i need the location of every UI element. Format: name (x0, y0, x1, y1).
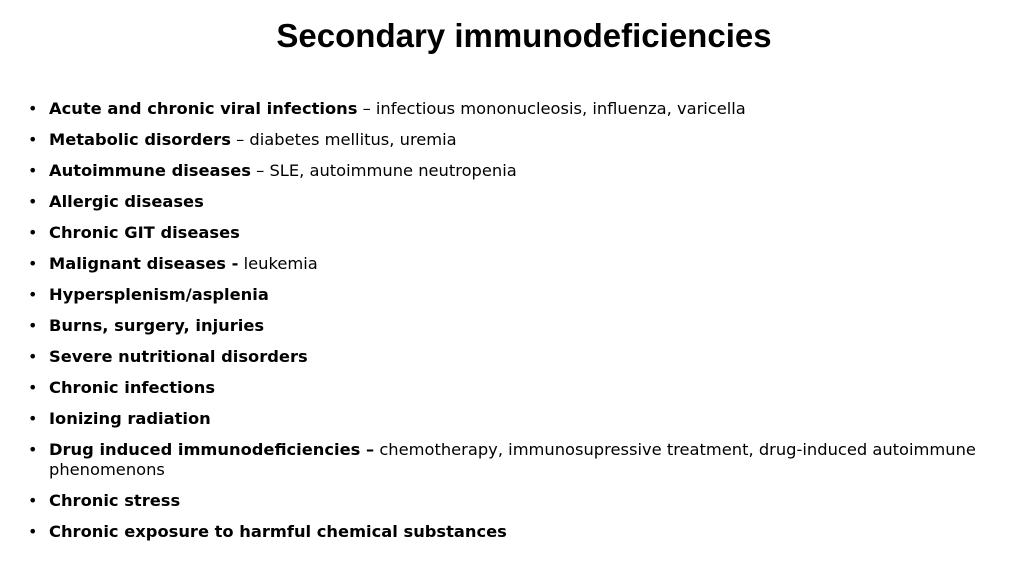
bullet-icon: • (28, 378, 38, 397)
item-term: Autoimmune diseases (49, 161, 251, 180)
bullet-icon: • (28, 285, 38, 304)
item-term: Chronic stress (49, 491, 181, 510)
bullet-icon: • (28, 99, 38, 118)
bullet-icon: • (28, 440, 38, 459)
item-term: Chronic exposure to harmful chemical substances (49, 522, 507, 541)
item-detail: chemotherapy, immunosupressive treatment, drug-induced autoimmune phenomenons (49, 440, 976, 479)
item-term: Chronic GIT diseases (49, 223, 240, 242)
item-term: Drug induced immunodeficiencies – (49, 440, 375, 459)
bullet-icon: • (28, 316, 38, 335)
item-term: Metabolic disorders (49, 130, 231, 149)
item-detail: – infectious mononucleosis, influenza, varicella (357, 99, 746, 118)
bullet-icon: • (28, 347, 38, 366)
bullet-list (0, 99, 1024, 553)
list-item (0, 223, 1024, 243)
item-detail: leukemia (238, 254, 318, 273)
list-item (0, 491, 1024, 511)
item-detail: – diabetes mellitus, uremia (230, 130, 457, 149)
item-term: Ionizing radiation (49, 409, 211, 428)
item-term: Malignant diseases - (49, 254, 239, 273)
list-item (0, 192, 1024, 212)
list-item (0, 522, 1024, 542)
item-detail: – SLE, autoimmune neutropenia (250, 161, 517, 180)
list-item (0, 409, 1024, 429)
item-term: Severe nutritional disorders (49, 347, 308, 366)
list-item (0, 378, 1024, 398)
slide-title: Secondary immunodeficiencies (276, 17, 772, 54)
list-item (0, 285, 1024, 305)
bullet-icon: • (28, 130, 38, 149)
list-item (0, 254, 1024, 274)
bullet-icon: • (28, 409, 38, 428)
bullet-icon: • (28, 161, 38, 180)
list-item (0, 161, 1024, 181)
list-item (0, 99, 1024, 119)
item-term: Hypersplenism/asplenia (49, 285, 269, 304)
list-item (0, 347, 1024, 367)
bullet-icon: • (28, 192, 38, 211)
bullet-icon: • (28, 254, 38, 273)
list-item (0, 440, 1024, 480)
list-item (0, 130, 1024, 150)
list-item (0, 316, 1024, 336)
bullet-icon: • (28, 223, 38, 242)
item-term: Acute and chronic viral infections (49, 99, 358, 118)
item-term: Chronic infections (49, 378, 216, 397)
item-term: Allergic diseases (49, 192, 204, 211)
bullet-icon: • (28, 491, 38, 510)
bullet-icon: • (28, 522, 38, 541)
item-term: Burns, surgery, injuries (49, 316, 265, 335)
